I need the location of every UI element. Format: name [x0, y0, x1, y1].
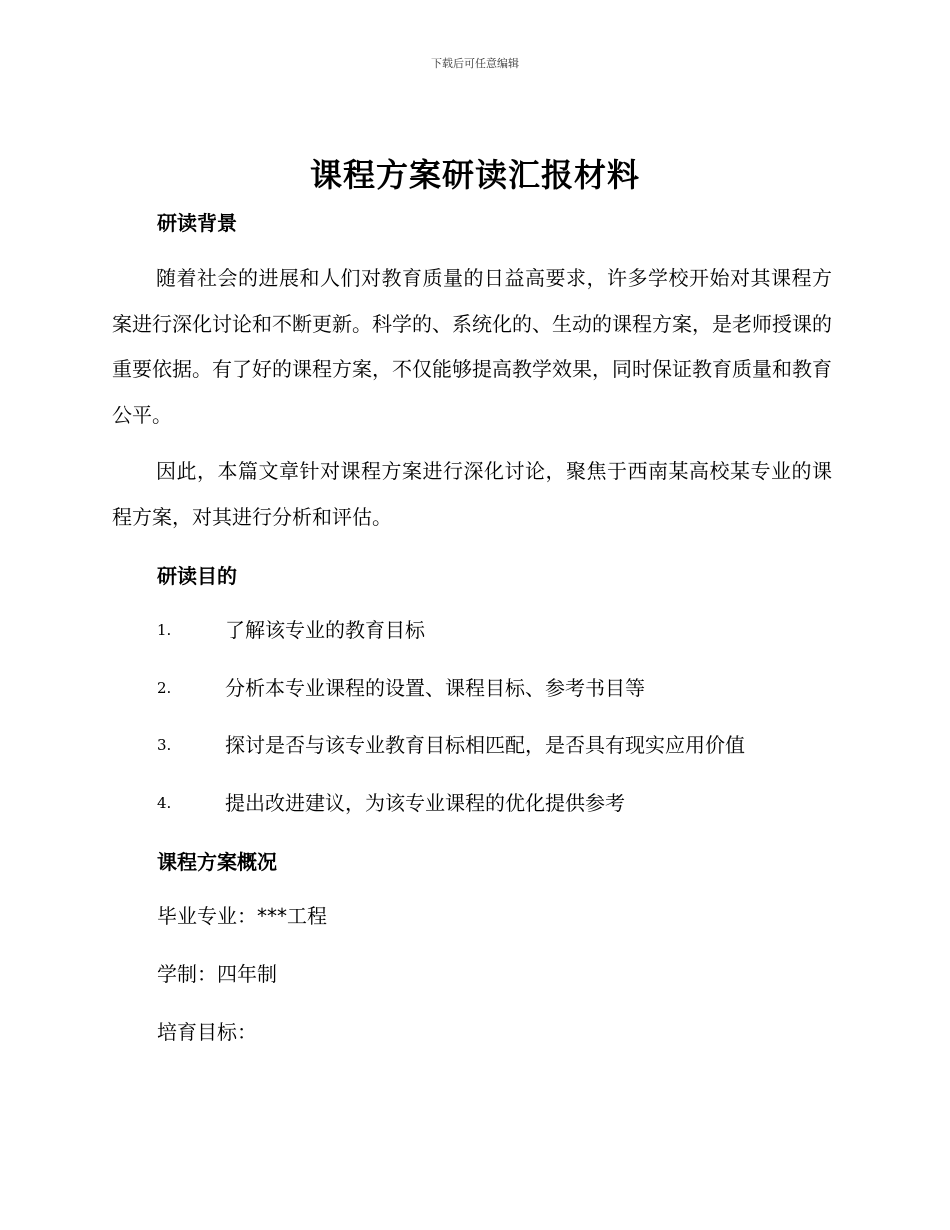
- section-heading-background: 研读背景: [157, 211, 237, 235]
- document-title: 课程方案研读汇报材料: [309, 156, 640, 194]
- section-heading-overview: 课程方案概况: [157, 850, 277, 874]
- purpose-list: [157, 612, 745, 842]
- list-number: 1.: [157, 621, 172, 639]
- list-item: [157, 785, 745, 843]
- section-heading-purpose: 研读目的: [157, 564, 237, 588]
- header-note: 下载后可任意编辑: [431, 57, 519, 70]
- list-number: 3.: [157, 736, 172, 754]
- list-number: 4.: [157, 793, 172, 812]
- list-text: 分析本专业课程的设置、课程目标、参考书目等: [225, 675, 645, 700]
- list-number: 2.: [157, 678, 172, 697]
- list-text: 探讨是否与该专业教育目标相匹配，是否具有现实应用价值: [225, 733, 745, 757]
- overview-major: 毕业专业：***工程: [157, 904, 327, 928]
- list-text: 提出改进建议，为该专业课程的优化提供参考: [225, 790, 625, 815]
- overview-duration: 学制：四年制: [157, 962, 277, 986]
- list-item: [157, 727, 745, 785]
- overview-goal: 培育目标：: [157, 1020, 257, 1044]
- background-paragraph-2: 因此，本篇文章针对课程方案进行深化讨论，聚焦于西南某高校某专业的课程方案，对其进行分析和评估。: [112, 459, 832, 529]
- list-item: [157, 670, 745, 728]
- background-paragraph-1: 随着社会的进展和人们对教育质量的日益高要求，许多学校开始对其课程方案进行深化讨论和不断更新。科学的、系统化的、生动的课程方案，是老师授课的重要依据。有了好的课程方案，不仅能够提高教学效果，同时保证教育质量和教育公平。: [112, 266, 832, 427]
- list-text: 了解该专业的教育目标: [225, 618, 425, 642]
- list-item: [157, 612, 745, 670]
